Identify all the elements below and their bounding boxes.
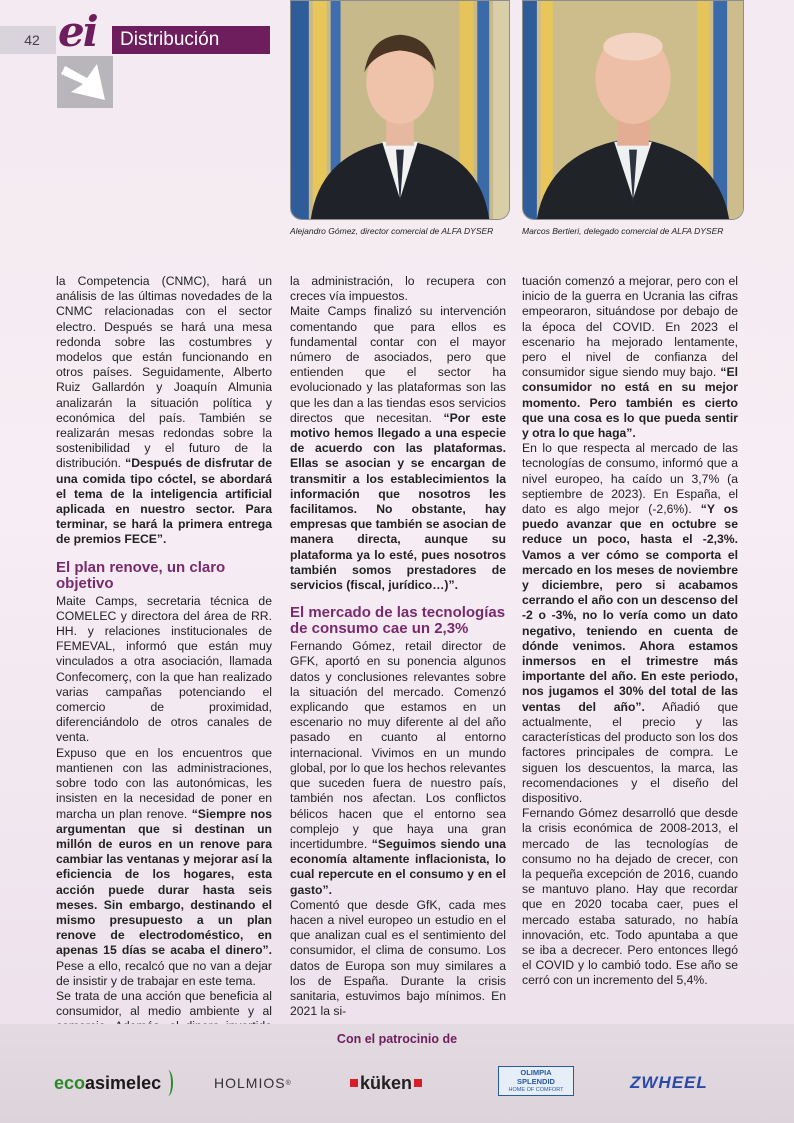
article-column-1 [56, 274, 272, 1050]
body-text: tuación comenzó a mejorar, pero con el inicio de la guerra en Ucrania las cifras empeoraron, situándose por debajo de la época del COVID. En 2023 el escenario ha mejorado lentamente, pero el nivel de confianza del consumidor sigue siendo muy bajo. [522, 274, 738, 380]
sponsors-title: Con el patrocinio de [336, 1032, 458, 1046]
body-text: Pese a ello, recalcó que no van a dejar de insistir y de trabajar en este tema. [56, 958, 272, 988]
olimpia-splendid-logo [498, 1066, 574, 1096]
quote-text: “Después de disfrutar de una comida tipo cóctel, se abordará el tema de la inteligencia artificial aplicada en nuestro sector. Para terminar, se hará la primera entrega de premios FECE”. [56, 456, 272, 547]
paragraph [290, 304, 506, 593]
quote-text: “Siempre nos argumentan que si destinan un millón de euros en un renove para cambiar las ventanas y mejorar así la eficiencia de los hogares, esta acción puede durar hasta seis meses. Sin embargo, destinando el mismo presupuesto a un plan renove de electrodoméstico, en apenas 15 días se acaba el dinero”. [56, 806, 272, 958]
paragraph [522, 441, 738, 806]
photo-caption: Marcos Bertieri, delegado comercial de ALFA DYSER [522, 226, 724, 236]
logo-text: asimelec [85, 1072, 162, 1093]
article-column-3 [522, 274, 738, 989]
body-text: Maite Camps finalizó su intervención comentando que para ellos es fundamental contar con el mayor número de asociados, pero que entienden que el sector ha evolucionado y las plataformas son las que les dan a las tiendas esos servicios directos que necesitan. [290, 304, 506, 425]
quote-text: “Por este motivo hemos llegado a una especie de acuerdo con las plataformas. Ellas se asocian y se encargan de transmitir a los establecimientos la información que nosotros les facilitamos. No obstante, hay empresas que también se asocian de manera directa, aunque su plataforma ya lo esté, pues nosotros también somos prestadores de servicios (fiscal, jurídico…)”. [290, 410, 506, 593]
paragraph: Comentó que desde GfK, cada mes hacen a nivel europeo un estudio en el que analizan cual es el sentimiento del consumidor, el clima de consumo. Los datos de Europa son muy similares a los de España. Durante la crisis sanitaria, estuvimos bajo mínimos. En 2021 la si- [290, 897, 506, 1019]
paragraph: la administración, lo recupera con creces vía impuestos. [290, 274, 506, 304]
portrait-photo-alejandro [290, 0, 510, 220]
article-column-2 [290, 274, 506, 1019]
magazine-logo: ei [58, 7, 97, 56]
section-title: Distribución [112, 26, 270, 54]
arrow-down-right-icon [57, 56, 113, 108]
body-text: Fernando Gómez, retail director de GFK, aportó en su ponencia algunos datos y conclusiones relevantes sobre la situación del mercado. Comenzó explicando que estamos en un escenario no muy diferente al del año pasado en cuanto al entorno internacional. Vivimos en un mundo global, por lo que los hechos relevantes que suceden fuera de nuestro país, también nos afectan. Los conflictos bélicos hacen que el entorno sea complejo y que haya una gran incertidumbre. [290, 639, 506, 851]
paragraph [290, 639, 506, 897]
photo-caption: Alejandro Gómez, director comercial de ALFA DYSER [290, 226, 494, 236]
body-text: Añadió que actualmente, el precio y las características del producto son los dos factores principales de compra. Le siguen los descuentos, la marca, las recomendaciones y el diseño del dispositivo. [522, 699, 738, 805]
paragraph [56, 746, 272, 989]
logo-text: SPLENDID [517, 1076, 555, 1086]
page-number: 42 [0, 26, 56, 54]
logo-text: eco [54, 1072, 86, 1093]
sponsors-footer [0, 1024, 794, 1123]
logo-text: küken [360, 1072, 413, 1093]
section-heading: El plan renove, un claro objetivo [56, 558, 226, 592]
registered-mark: ® [285, 1079, 292, 1087]
body-text: Expuso que en los encuentros que mantienen con las administraciones, sobre todo con las autonómicas, les insisten en la necesidad de poner en marcha un plan renove. [56, 745, 272, 821]
paragraph [56, 274, 272, 548]
holmios-logo [214, 1066, 292, 1100]
body-text: la Competencia (CNMC), hará un análisis de las últimas novedades de la CNMC relacionadas con el sector electro. Después se hará una mesa redonda sobre las costumbres y modelos que están funcionando en otros países. Seguidamente, Alberto Ruiz Gallardón y Joaquín Almunia analizarán la situación política y económica del país. También se realizarán mesas redondas sobre la sostenibilidad y el futuro de la distribución. [56, 274, 272, 471]
zwheel-logo: ZWHEEL [630, 1073, 708, 1092]
logo-text: OLIMPIA [520, 1067, 552, 1077]
quote-text: “Seguimos siendo una economía altamente inflacionista, lo cual repercute en el consumo y en el gasto”. [290, 836, 506, 897]
logo-arc-icon [163, 1070, 173, 1096]
kuken-logo [348, 1066, 424, 1100]
quote-text: “Y os puedo avanzar que en octubre se reduce un poco, hasta el -2,3%. Vamos a ver cómo se comporta el mercado en los meses de noviembre y diciembre, pero si acabamos cerrando el año con un descenso del -2 o -3%, no lo vería como un dato negativo, teniendo en cuenta de dónde venimos. Ahora estamos inmersos en el trimestre más importante del año. En este periodo, nos jugamos el 30% del total de las ventas del año”. [522, 502, 738, 714]
logo-tagline: HOME OF COMFORT [508, 1086, 564, 1093]
quote-text: “El consumidor no está en su mejor momento. Pero también es cierto que una cosa es lo que pueda sentir y otra lo que haga”. [522, 365, 739, 441]
paragraph: Maite Camps, secretaria técnica de COMELEC y directora del área de RR. HH. y relaciones institucionales de FEMEVAL, informó que están muy vinculados a otra asociación, llamada Confecomerç, con la que han realizado varias campañas potenciando el comercio de proximidad, diferenciándolo de otros canales de venta. [56, 593, 272, 745]
logo-text: HOLMIOS [214, 1075, 286, 1091]
paragraph [522, 274, 738, 441]
ecoasimelec-logo [54, 1066, 173, 1100]
paragraph: Se trata de una acción que beneficia al consumidor, al medio ambiente y al [56, 988, 272, 1019]
body-text: En lo que respecta al mercado de las tecnologías de consumo, informó que a nivel europeo, ha caído un 3,7% (a septiembre de 2023). En España, el dato es algo mejor (-2,6%). [522, 441, 738, 517]
red-square-icon [350, 1079, 358, 1087]
portrait-photo-marcos [522, 0, 744, 220]
paragraph: Fernando Gómez desarrolló que desde la crisis económica de 2008-2013, el mercado de las tecnologías de consumo no ha dejado de crecer, con la pequeña excepción de 2016, cuando se mantuvo plano. Hay que recordar que en 2020 tocaba caer, pues el mercado estaba saturado, no había innovación, etc. Todo apuntaba a que se iba a decrecer. Pero entonces llegó el COVID y lo cambió todo. Ese año se cerró con un incremento del 5,4%. [522, 806, 738, 988]
section-heading: El mercado de las tecnologías de consumo cae un 2,3% [290, 604, 506, 638]
red-square-icon [414, 1079, 422, 1087]
